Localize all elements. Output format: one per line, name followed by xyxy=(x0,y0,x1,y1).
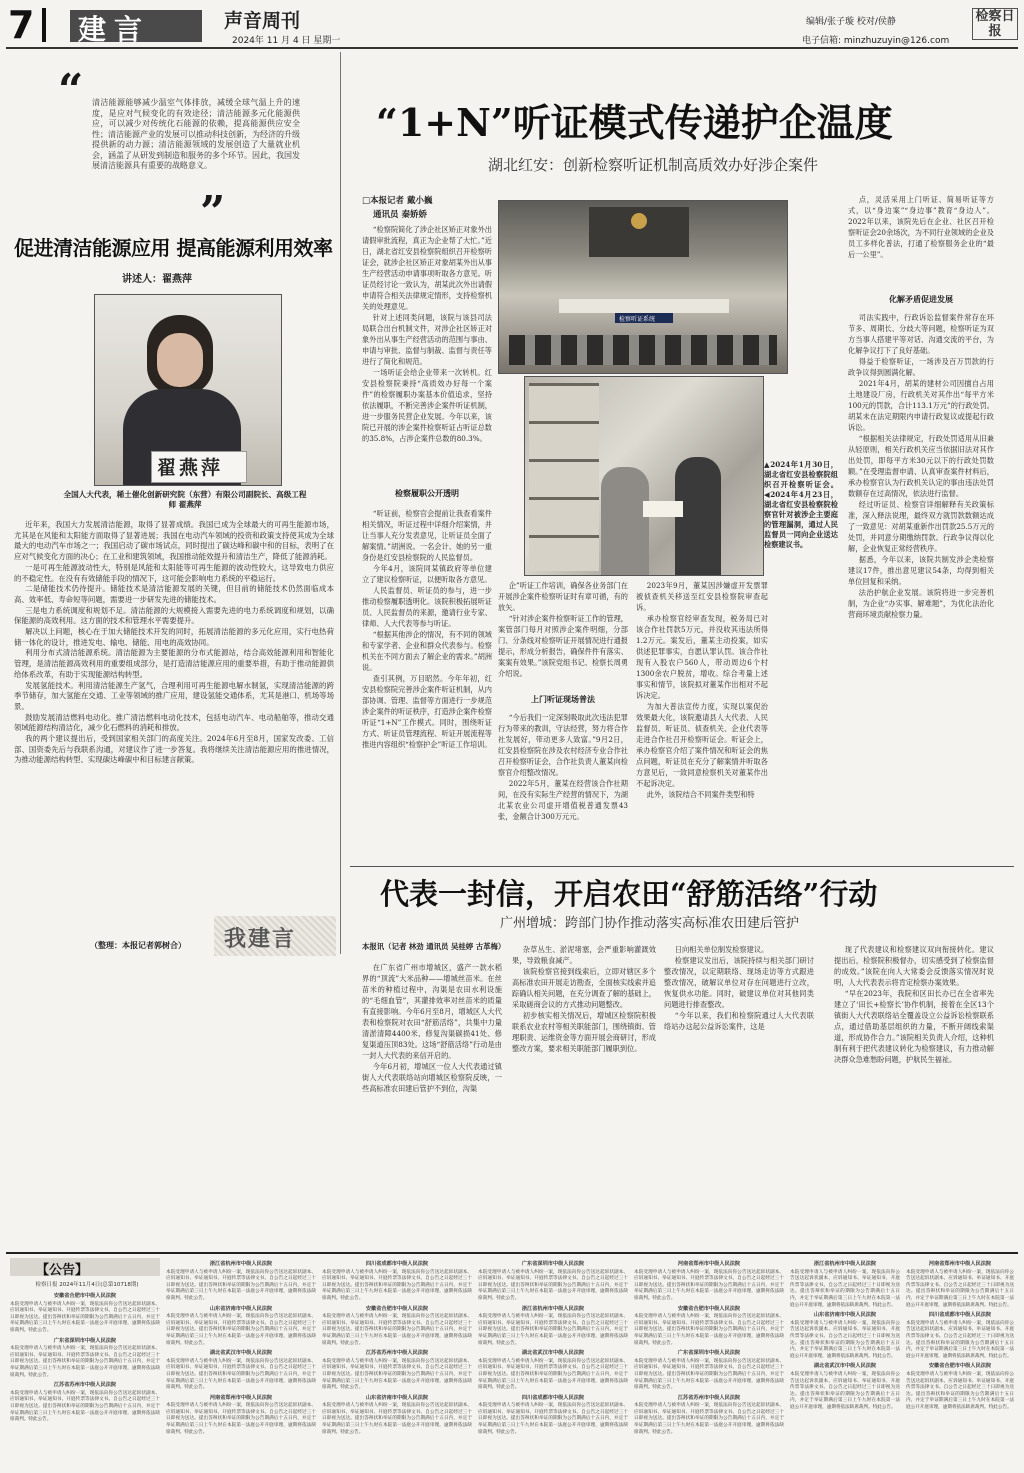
person-left xyxy=(601,467,649,575)
notice-column: 河南省郑州市中级人民法院 本院受理申请人与被申请人纠纷一案，现依法向你公告送达起诉状副本、应诉通知书、举证通知书、开庭传票等法律文书。自公告之日起经过三十日即视为送达。提出答辩状和举证的期限为公告期满后十五日内，并定于举证期满后第三日上午九时在本院第一法庭公开开庭审理，逾期将依法缺席裁判。特此公告。 安徽省合肥市中级人民法院 本院受理申请人与被申请人纠纷一案，现依法向你公告送达起诉状副本、应诉通知书、举证通知书、开庭传票等法律文书。自公告之日起经过三十日即视为送达。提出答辩状和举证的期限为公告期满后十五日内，并定于举证期满后第三日上午九时在本院第一法庭公开开庭审理，逾期将依法缺席裁判。特此公告。 广东省深圳市中级人民法院 本院受理申请人与被申请人纠纷一案，现依法向你公告送达起诉状副本、应诉通知书、举证通知书、开庭传票等法律文书。自公告之日起经过三十日即视为送达。提出答辩状和举证的期限为公告期满后十五日内，并定于举证期满后第三日上午九时在本院第一法庭公开开庭审理，逾期将依法缺席裁判。特此公告。 江苏省苏州市中级人民法院 本院受理申请人与被申请人纠纷一案，现依法向你公告送达起诉状副本、应诉通知书、举证通知书、开庭传票等法律文书。自公告之日起经过三十日即视为送达。提出答辩状和举证的期限为公告期满后十五日内，并定于举证期满后第三日上午九时在本院第一法庭公开开庭审理，逾期将依法缺席裁判。特此公告。 xyxy=(634,1261,784,1435)
quote-close-mark: ” xyxy=(200,187,226,238)
top-col-2: “听证前，检察官会提前让我查看案件相关情况，听证过程中详细介绍案情，并让当事人充分发表意见，让听证员全面了解案情。”胡洲说。一名会计、她的另一重身份是红安县检察院的人民监督员。 今年4月，该院同某镇政府等单位建立了建议检察听证，以便听取各方意见。 人民监督员、听证员的参与，进一步推动检察履职透明化。该院积极拓展听证员、人民监督员的来源，邀请行业专家、律师、人大代表等参与听证。 “根据其他涉企的情况，有不同的领域和专家学者、企业和群众代表参与。检察机关在不同方面去了解企业的需求。”胡洲说。 查引其例，万目昭然。今年年初，红安县检察院完善涉企案件听证机制，从内部协调、管理、监督等方面进行一步规范涉企案件的听证秩序，打造涉企案件检察听证“1+N”工作模式。同时，围绕听证方式、听证员管理流程、听证开展流程等推进内容组织“检察护企”听证工作培训。 xyxy=(362,509,492,749)
notice-id: 检察日报 2024年11月4日(总第10718期) xyxy=(35,1282,139,1288)
screen-sign-text: 检察听证系统 xyxy=(619,316,656,323)
emblem-icon xyxy=(631,213,647,229)
newspaper-logo: 检察日报 xyxy=(972,8,1018,40)
editors: 编辑/张子璇 校对/侯静 xyxy=(806,17,896,27)
top-col-5a: 点，灵活采用上门听证、简易听证等方式，以“身边案”“身边事”教育“身边人”。2022年以来，该院先后在企业、社区召开检察听证会20余场次，为不同行业领域的企业及员工多样化普法，打通了检察服务企业的“最后一公里”。 xyxy=(848,195,994,259)
masthead-rule xyxy=(6,47,1018,49)
bookshelf xyxy=(529,383,599,571)
left-body: 近年来，我国大力发展清洁能源，取得了显著成绩。我国已成为全球最大的可再生能源市场，尤其是在风能和太阳能方面取得了显著进展；我国在电动汽车领域的投资和政策支持使其成为全球最大的电动汽车市场之一；我国启动了碳市场试点，同时提出了碳达峰和碳中和的目标，表明了在应对气候变化方面的决心；在工业和建筑领域，我国推动能效提升和清洁生产，降低了能源消耗。 一是可再生能源波动性大，特别是风能和太阳能等可再生能源的波动性较大，这导致电力供应的不稳定性。在没有有效储能手段的情况下，这可能会影响电力系统的平稳运行。 二是储能技术仍待提升。储能技术是清洁能源发展的关键，但目前的储能技术仍然面临成本高、效率低、寿命短等问题，需要进一步研发先进的储能技术。 三是电力系统调度和规划不足。清洁能源的大规模接入需要先进的电力系统调度和规划，以确保能源的高效利用。这方面的技术和管理水平需要提升。 解决以上问题，核心在于加大储能技术开发的同时，拓展清洁能源的多元化应用，实行电热荷储一体化的设计，推进发电、输电、储能、用电的高效协同。 利用分布式清洁能源系统。清洁能源为主要能源的分布式能源站，结合高效能源利用和智能化管理，是清洁能源高效利用的重要组成部分，是打造清洁能源应用的重要举措，有助于推动能源供给体系改革，有助于实现能源结构转型。 发展氢能技术。利用清洁能源生产氢气，合理利用可再生能源电解水制氢，实现清洁能源的跨季节储存，加大氢能在交通、工业等领域的推广应用，建设氢能交通体系，尤其是港口、机场等场景。 鼓励发展清洁燃料电动化。推广清洁燃料电动化技术，包括电动汽车、电动船舶等，推动交通领域能源结构清洁化，减少化石燃料的消耗和排放。 我的两个建议提出后，受到国家相关部门的高度关注。2024年6月至8月，国家发改委、工信部、国资委先后与我联系沟通，对建议作了进一步答复。我将继续关注清洁能源应用的推进情况，为推动能源结构转型、实现碳达峰碳中和目标建言献策。 xyxy=(14,520,334,765)
article-title: 促进清洁能源应用 提高能源利用效率 xyxy=(14,236,333,260)
top-story-bottom-rule xyxy=(350,866,1014,867)
bottom-headline: 代表一封信，开启农田“舒筋活络”行动 xyxy=(380,877,878,911)
pull-quote: 清洁能源能够减少温室气体排放，减缓全球气温上升的速度，是应对气候变化的有效途径；清洁能源多元化能源供应，可以减少对传统化石能源的依赖，提高能源供应安全性；清洁能源产业的发展可以推动科技创新，为经济的升级提供新的动力源；清洁能源领域的发展创造了大量就业机会，涵盖了从研发到制造和服务的多个环节。因此，我国发展清洁能源具有重要的战略意义。 xyxy=(92,98,300,170)
person-face xyxy=(157,333,203,387)
top-headline: “1+N”听证模式传递护企温度 xyxy=(376,100,893,145)
top-byline-2: 通讯员 秦娇娇 xyxy=(373,210,427,220)
page-number: 7 xyxy=(8,3,35,47)
top-subheadline: 湖北红安：创新检察听证机制高质效办好涉企案件 xyxy=(488,156,819,174)
bottom-col-4: 现了代表建议和检察建议双向衔接转化。建议提出后，检察院积极督办，切实感受到了检察监督的成效。”该院在向人大常委会反馈落实情况时说明，人大代表表示将肯定检察办案效果。 “早在2023年，我院和区田长办已在全省率先建立了‘田长+检察长’协作机制，接着在全区13个镇街人大代表联络站全覆盖设立公益诉讼检察联系点，通过借助基层组织的力量，不断开阔线索渠道，形成协作合力。”该院相关负责人介绍，这种机制有利于把代表建议转化为检察建议，有力推动解决群众急难愁盼问题，护航民生福祉。 xyxy=(834,945,994,1064)
masthead xyxy=(6,4,1018,46)
notice-top-rule xyxy=(6,1252,1018,1254)
notice-column: 广东省深圳市中级人民法院 本院受理申请人与被申请人纠纷一案，现依法向你公告送达起诉状副本、应诉通知书、举证通知书、开庭传票等法律文书。自公告之日起经过三十日即视为送达。提出答辩状和举证的期限为公告期满后十五日内，并定于举证期满后第三日上午九时在本院第一法庭公开开庭审理，逾期将依法缺席裁判。特此公告。 浙江省杭州市中级人民法院 本院受理申请人与被申请人纠纷一案，现依法向你公告送达起诉状副本、应诉通知书、举证通知书、开庭传票等法律文书。自公告之日起经过三十日即视为送达。提出答辩状和举证的期限为公告期满后十五日内，并定于举证期满后第三日上午九时在本院第一法庭公开开庭审理，逾期将依法缺席裁判。特此公告。 湖北省武汉市中级人民法院 本院受理申请人与被申请人纠纷一案，现依法向你公告送达起诉状副本、应诉通知书、举证通知书、开庭传票等法律文书。自公告之日起经过三十日即视为送达。提出答辩状和举证的期限为公告期满后十五日内，并定于举证期满后第三日上午九时在本院第一法庭公开开庭审理，逾期将依法缺席裁判。特此公告。 四川省成都市中级人民法院 本院受理申请人与被申请人纠纷一案，现依法向你公告送达起诉状副本、应诉通知书、举证通知书、开庭传票等法律文书。自公告之日起经过三十日即视为送达。提出答辩状和举证的期限为公告期满后十五日内，并定于举证期满后第三日上午九时在本院第一法庭公开开庭审理，逾期将依法缺席裁判。特此公告。 xyxy=(478,1261,628,1435)
speaker-line: 讲述人：翟燕萍 xyxy=(122,274,192,285)
bottom-subheadline: 广州增城：跨部门协作推动落实高标准农田建后管护 xyxy=(500,916,800,931)
speaker-photo xyxy=(94,294,282,486)
notice-column: 四川省成都市中级人民法院 本院受理申请人与被申请人纠纷一案，现依法向你公告送达起诉状副本、应诉通知书、举证通知书、开庭传票等法律文书。自公告之日起经过三十日即视为送达。提出答辩状和举证的期限为公告期满后十五日内，并定于举证期满后第三日上午九时在本院第一法庭公开开庭审理，逾期将依法缺席裁判。特此公告。 安徽省合肥市中级人民法院 本院受理申请人与被申请人纠纷一案，现依法向你公告送达起诉状副本、应诉通知书、举证通知书、开庭传票等法律文书。自公告之日起经过三十日即视为送达。提出答辩状和举证的期限为公告期满后十五日内，并定于举证期满后第三日上午九时在本院第一法庭公开开庭审理，逾期将依法缺席裁判。特此公告。 江苏省苏州市中级人民法院 本院受理申请人与被申请人纠纷一案，现依法向你公告送达起诉状副本、应诉通知书、举证通知书、开庭传票等法律文书。自公告之日起经过三十日即视为送达。提出答辩状和举证的期限为公告期满后十五日内，并定于举证期满后第三日上午九时在本院第一法庭公开开庭审理，逾期将依法缺席裁判。特此公告。 山东省济南市中级人民法院 本院受理申请人与被申请人纠纷一案，现依法向你公告送达起诉状副本、应诉通知书、举证通知书、开庭传票等法律文书。自公告之日起经过三十日即视为送达。提出答辩状和举证的期限为公告期满后十五日内，并定于举证期满后第三日上午九时在本院第一法庭公开开庭审理，逾期将依法缺席裁判。特此公告。 xyxy=(322,1261,472,1435)
column-title: 声音周刊 xyxy=(224,10,301,32)
hearing-photo-1 xyxy=(498,200,788,374)
hearing-photo-2 xyxy=(524,376,764,576)
subhead-2: 上门听证现场普法 xyxy=(531,694,595,704)
bottom-col-3: 日向相关单位制发检察建议。 检察建议发出后，该院持续与相关部门研讨整改情况，以定期联络、现场走访等方式跟进整改情况，破解议单位对存在问题进行立改，恢复供水功能。同时，破建议单位对其他同类问题进行排查整改。 “今年以来，我们和检察院通过人大代表联络站办这起公益诉讼案件，这是 xyxy=(664,945,814,1031)
top-col-1: “检察院简化了涉企社区矫正对象外出请假审批流程，真正为企业帮了大忙。”近日，湖北省红安县检察院组织召开检察听证会，就涉企社区矫正对象胡某外出从事生产经营活动申请事项听取各方意见。听证员经讨论一致认为，胡某此次外出请假申请符合相关法律规定情形，支持检察机关的处理意见。 针对上述同类问题，该院与该县司法局联合出台机制文件，对涉企社区矫正对象外出从事生产经营活动的范围与事由、申请与审批、监督与制裁、监督与责任等进行了简化和规范。 一场听证会给企业带来一次转机。红安县检察院秉持“高质效办好每一个案件”的检察履职办案基本价值追求，坚持依法履职，不断完善涉企案件听证机制，进一步服务民营企业发展。今年以来，该院已开展的涉企案件检察听证占听证总数的35.8%，占涉企案件总数的80.3%。 xyxy=(362,225,492,443)
notice-column: 浙江省杭州市中级人民法院 本院受理申请人与被申请人纠纷一案，现依法向你公告送达起诉状副本、应诉通知书、举证通知书、开庭传票等法律文书。自公告之日起经过三十日即视为送达。提出答辩状和举证的期限为公告期满后十五日内，并定于举证期满后第三日上午九时在本院第一法庭公开开庭审理，逾期将依法缺席裁判。特此公告。 山东省济南市中级人民法院 本院受理申请人与被申请人纠纷一案，现依法向你公告送达起诉状副本、应诉通知书、举证通知书、开庭传票等法律文书。自公告之日起经过三十日即视为送达。提出答辩状和举证的期限为公告期满后十五日内，并定于举证期满后第三日上午九时在本院第一法庭公开开庭审理，逾期将依法缺席裁判。特此公告。 湖北省武汉市中级人民法院 本院受理申请人与被申请人纠纷一案，现依法向你公告送达起诉状副本、应诉通知书、举证通知书、开庭传票等法律文书。自公告之日起经过三十日即视为送达。提出答辩状和举证的期限为公告期满后十五日内，并定于举证期满后第三日上午九时在本院第一法庭公开开庭审理，逾期将依法缺席裁判。特此公告。 xyxy=(790,1261,900,1410)
quote-open-mark: “ xyxy=(58,65,84,116)
photo-caption: 全国人大代表，稀土催化创新研究院（东营）有限公司副院长、高级工程师 翟燕萍 xyxy=(63,490,307,509)
notice-column: 浙江省杭州市中级人民法院 本院受理申请人与被申请人纠纷一案，现依法向你公告送达起诉状副本、应诉通知书、举证通知书、开庭传票等法律文书。自公告之日起经过三十日即视为送达。提出答辩状和举证的期限为公告期满后十五日内，并定于举证期满后第三日上午九时在本院第一法庭公开开庭审理，逾期将依法缺席裁判。特此公告。 山东省济南市中级人民法院 本院受理申请人与被申请人纠纷一案，现依法向你公告送达起诉状副本、应诉通知书、举证通知书、开庭传票等法律文书。自公告之日起经过三十日即视为送达。提出答辩状和举证的期限为公告期满后十五日内，并定于举证期满后第三日上午九时在本院第一法庭公开开庭审理，逾期将依法缺席裁判。特此公告。 湖北省武汉市中级人民法院 本院受理申请人与被申请人纠纷一案，现依法向你公告送达起诉状副本、应诉通知书、举证通知书、开庭传票等法律文书。自公告之日起经过三十日即视为送达。提出答辩状和举证的期限为公告期满后十五日内，并定于举证期满后第三日上午九时在本院第一法庭公开开庭审理，逾期将依法缺席裁判。特此公告。 河南省郑州市中级人民法院 本院受理申请人与被申请人纠纷一案，现依法向你公告送达起诉状副本、应诉通知书、举证通知书、开庭传票等法律文书。自公告之日起经过三十日即视为送达。提出答辩状和举证的期限为公告期满后十五日内，并定于举证期满后第三日上午九时在本院第一法庭公开开庭审理，逾期将依法缺席裁判。特此公告。 xyxy=(166,1261,316,1435)
bottom-col-1: 在广东省广州市增城区，盛产一款水稻界的“顶流”大米品种——增城丝苗米。在丝苗米的种植过程中，沟渠是农田水利设施的“毛细血管”，其灌排效率对丝苗米的质量有直接影响。今年6月至8月，增城区人大代表和检察院对农田“舒筋活络”，共集中力量清淤清障4400米、修复沟渠碳损41处、修复渠道压顶83处。这场“舒筋活络”行动是由一封人大代表的来信开启的。 今年6月初，增城区一位人大代表通过镇街人大代表联络站向增城区检察院反映，一些高标准农田建后管护不到位，沟渠 xyxy=(362,963,502,1093)
hearing-table xyxy=(559,299,729,313)
photo-caption-top: ▲2024年1月30日，湖北省红安县检察院组织召开检察听证会。 ◀2024年4月23日，湖北省红安县检察院检察官针对被涉企主要庭的管理漏洞，通过人民监督员一同向企业送达检察建议书。 xyxy=(764,460,838,549)
email: 电子信箱: minzhuzuyin@126.com xyxy=(802,36,950,46)
column-badge-text: 我建言 xyxy=(224,927,297,952)
notice-label: 【公告】 xyxy=(36,1263,89,1278)
notice-column: 安徽省合肥市中级人民法院 本院受理申请人与被申请人纠纷一案，现依法向你公告送达起诉状副本、应诉通知书、举证通知书、开庭传票等法律文书。自公告之日起经过三十日即视为送达。提出答辩状和举证的期限为公告期满后十五日内，并定于举证期满后第三日上午九时在本院第一法庭公开开庭审理，逾期将依法缺席裁判。特此公告。 广东省深圳市中级人民法院 本院受理申请人与被申请人纠纷一案，现依法向你公告送达起诉状副本、应诉通知书、举证通知书、开庭传票等法律文书。自公告之日起经过三十日即视为送达。提出答辩状和举证的期限为公告期满后十五日内，并定于举证期满后第三日上午九时在本院第一法庭公开开庭审理，逾期将依法缺席裁判。特此公告。 江苏省苏州市中级人民法院 本院受理申请人与被申请人纠纷一案，现依法向你公告送达起诉状副本、应诉通知书、举证通知书、开庭传票等法律文书。自公告之日起经过三十日即视为送达。提出答辩状和举证的期限为公告期满后十五日内，并定于举证期满后第三日上午九时在本院第一法庭公开开庭审理，逾期将依法缺席裁判。特此公告。 xyxy=(10,1293,160,1423)
nameplate-text: 翟燕萍 xyxy=(157,457,224,479)
bottom-byline: 本报讯（记者 林劲 通讯员 吴桂婷 古革梅） xyxy=(362,942,506,951)
top-byline-1: □本报记者 戴小巍 xyxy=(362,196,433,206)
document-folder xyxy=(643,501,683,517)
issue-date: 2024年 11 月 4 日 星期一 xyxy=(232,36,341,46)
top-col-3b: “今后我们一定深刻吸取此次违法犯罪行为带来的教训，守法经营，努力将合作社发展好，带动更多人致富。”9月2日，红安县检察院在涉及农村经济专业合作社召开检察听证会，合作社负责人董某向检察官介绍整改情况。 2022年5月，董某在经营该合作社期间，在没有实际生产经营的情况下，为湖北某农业公司虚开增值税普通发票43张，金额合计300万元元。 xyxy=(498,713,628,821)
notice-column: 河南省郑州市中级人民法院 本院受理申请人与被申请人纠纷一案，现依法向你公告送达起诉状副本、应诉通知书、举证通知书、开庭传票等法律文书。自公告之日起经过三十日即视为送达。提出答辩状和举证的期限为公告期满后十五日内，并定于举证期满后第三日上午九时在本院第一法庭公开开庭审理，逾期将依法缺席裁判。特此公告。 四川省成都市中级人民法院 本院受理申请人与被申请人纠纷一案，现依法向你公告送达起诉状副本、应诉通知书、举证通知书、开庭传票等法律文书。自公告之日起经过三十日即视为送达。提出答辩状和举证的期限为公告期满后十五日内，并定于举证期满后第三日上午九时在本院第一法庭公开开庭审理，逾期将依法缺席裁判。特此公告。 安徽省合肥市中级人民法院 本院受理申请人与被申请人纠纷一案，现依法向你公告送达起诉状副本、应诉通知书、举证通知书、开庭传票等法律文书。自公告之日起经过三十日即视为送达。提出答辩状和举证的期限为公告期满后十五日内，并定于举证期满后第三日上午九时在本院第一法庭公开开庭审理，逾期将依法缺席裁判。特此公告。 xyxy=(906,1261,1014,1410)
top-col-4: 2023年9月，董某因涉嫌虚开发票罪被侦查机关移送至红安县检察院审查起诉。 承办检察官经审查发现，税务局已对该合作社罚款5万元，并没收其违法所得1.2万元。案发后，董某主动投案，如实供述犯罪事实，自愿认罪认罚。该合作社现有入股农户560人，带动周边6个村1300余农户脱贫，增收。综合考量上述事实和情节，该院拟对董某作出相对不起诉决定。 为加大普法宣传力度，实现以案促治效果最大化，该院邀请县人大代表、人民监督员、听证员、侦查机关、企业代表等走进合作社召开检察听证会。听证会上，承办检察官介绍了案件情况和听证会的焦点问题，听证员在充分了解案情并听取各方意见后，一致同意检察机关对董某作出不起诉决定。 此外，该院结合不同案件类型和特 xyxy=(636,581,768,799)
left-column-divider xyxy=(340,52,341,954)
subhead-3: 化解矛盾促进发展 xyxy=(889,294,953,304)
top-col-5b: 司法实践中，行政诉讼监督案件常存在环节多、周期长、分歧大等问题，检察听证为双方当事人搭建平等对话、沟通交流的平台，为化解争议打下了良好基础。 得益于检察听证，一场涉及百万罚款的行政争议得到圆满化解。 2021年4月，胡某的建材公司因擅自占用土地建设厂房，行政机关对其作出“每平方米100元的罚款，合计113.1万元”的行政处罚。胡某未在法定期限内申请行政复议或提起行政诉讼。 “根据相关法律规定，行政处罚适用从旧兼从轻原则，相关行政机关应当依据旧法对其作出处罚，即每平方米30元以下的行政处罚数额。”在受理监督申请、认真审查案件材料后，承办检察官认为行政机关认定的事由违法处罚数额存在过高情况，依法进行监督。 经过听证员、检察官详细解释有关政策标准，深入释法说理，最终双方就罚款数额达成了一致意见：对胡某重新作出罚款25.5万元的处罚，并同意分期缴纳罚款。行政争议得以化解，企业恢复正常经营秩序。 据悉，今年以来，该院共制发涉企类检察建议17件，推出意见建议54条，均得到相关单位回复和采纳。 法治护航企业发展。该院将进一步完善机制，为企业“办实事、解难题”，为优化法治化营商环境贡献检察力量。 xyxy=(848,313,994,619)
participants-row xyxy=(509,335,777,365)
top-col-3: 企”听证工作培训，确保各业务部门在开展涉企案件检察听证时有章可循，有的放矢。 “针对涉企案件检察听证工作的管理，案管部门每月对照涉企案件明细，分部门、分条线对检察听证开展情况进行通报提示，形成分析报告，确保件件有落实、案案有效果。”该院党组书记、检察长周勇介绍说。 xyxy=(498,581,628,678)
subhead-1: 检察履职公开透明 xyxy=(395,488,459,498)
section-title: 建言 xyxy=(78,13,151,46)
bottom-col-2: 杂草丛生、淤泥堵塞，会严重影响灌溉效果，导致粮食减产。 该院检察官接到线索后，立即对辖区多个高标准农田开展走访勘查，全面核实线索并追踪确认相关问题，在充分调查了解的基础上，采取磋商会议的方式推动问题整改。 初步核实相关情况后，增城区检察院积极联系农业农村等相关职能部门，围绕镇街、管理职责、运维资金等方面开展会商研讨，形成整改方案，要求相关职能部门履职到位。 xyxy=(512,945,656,1053)
recorder-line: （整理：本报记者郭树合） xyxy=(90,941,186,950)
